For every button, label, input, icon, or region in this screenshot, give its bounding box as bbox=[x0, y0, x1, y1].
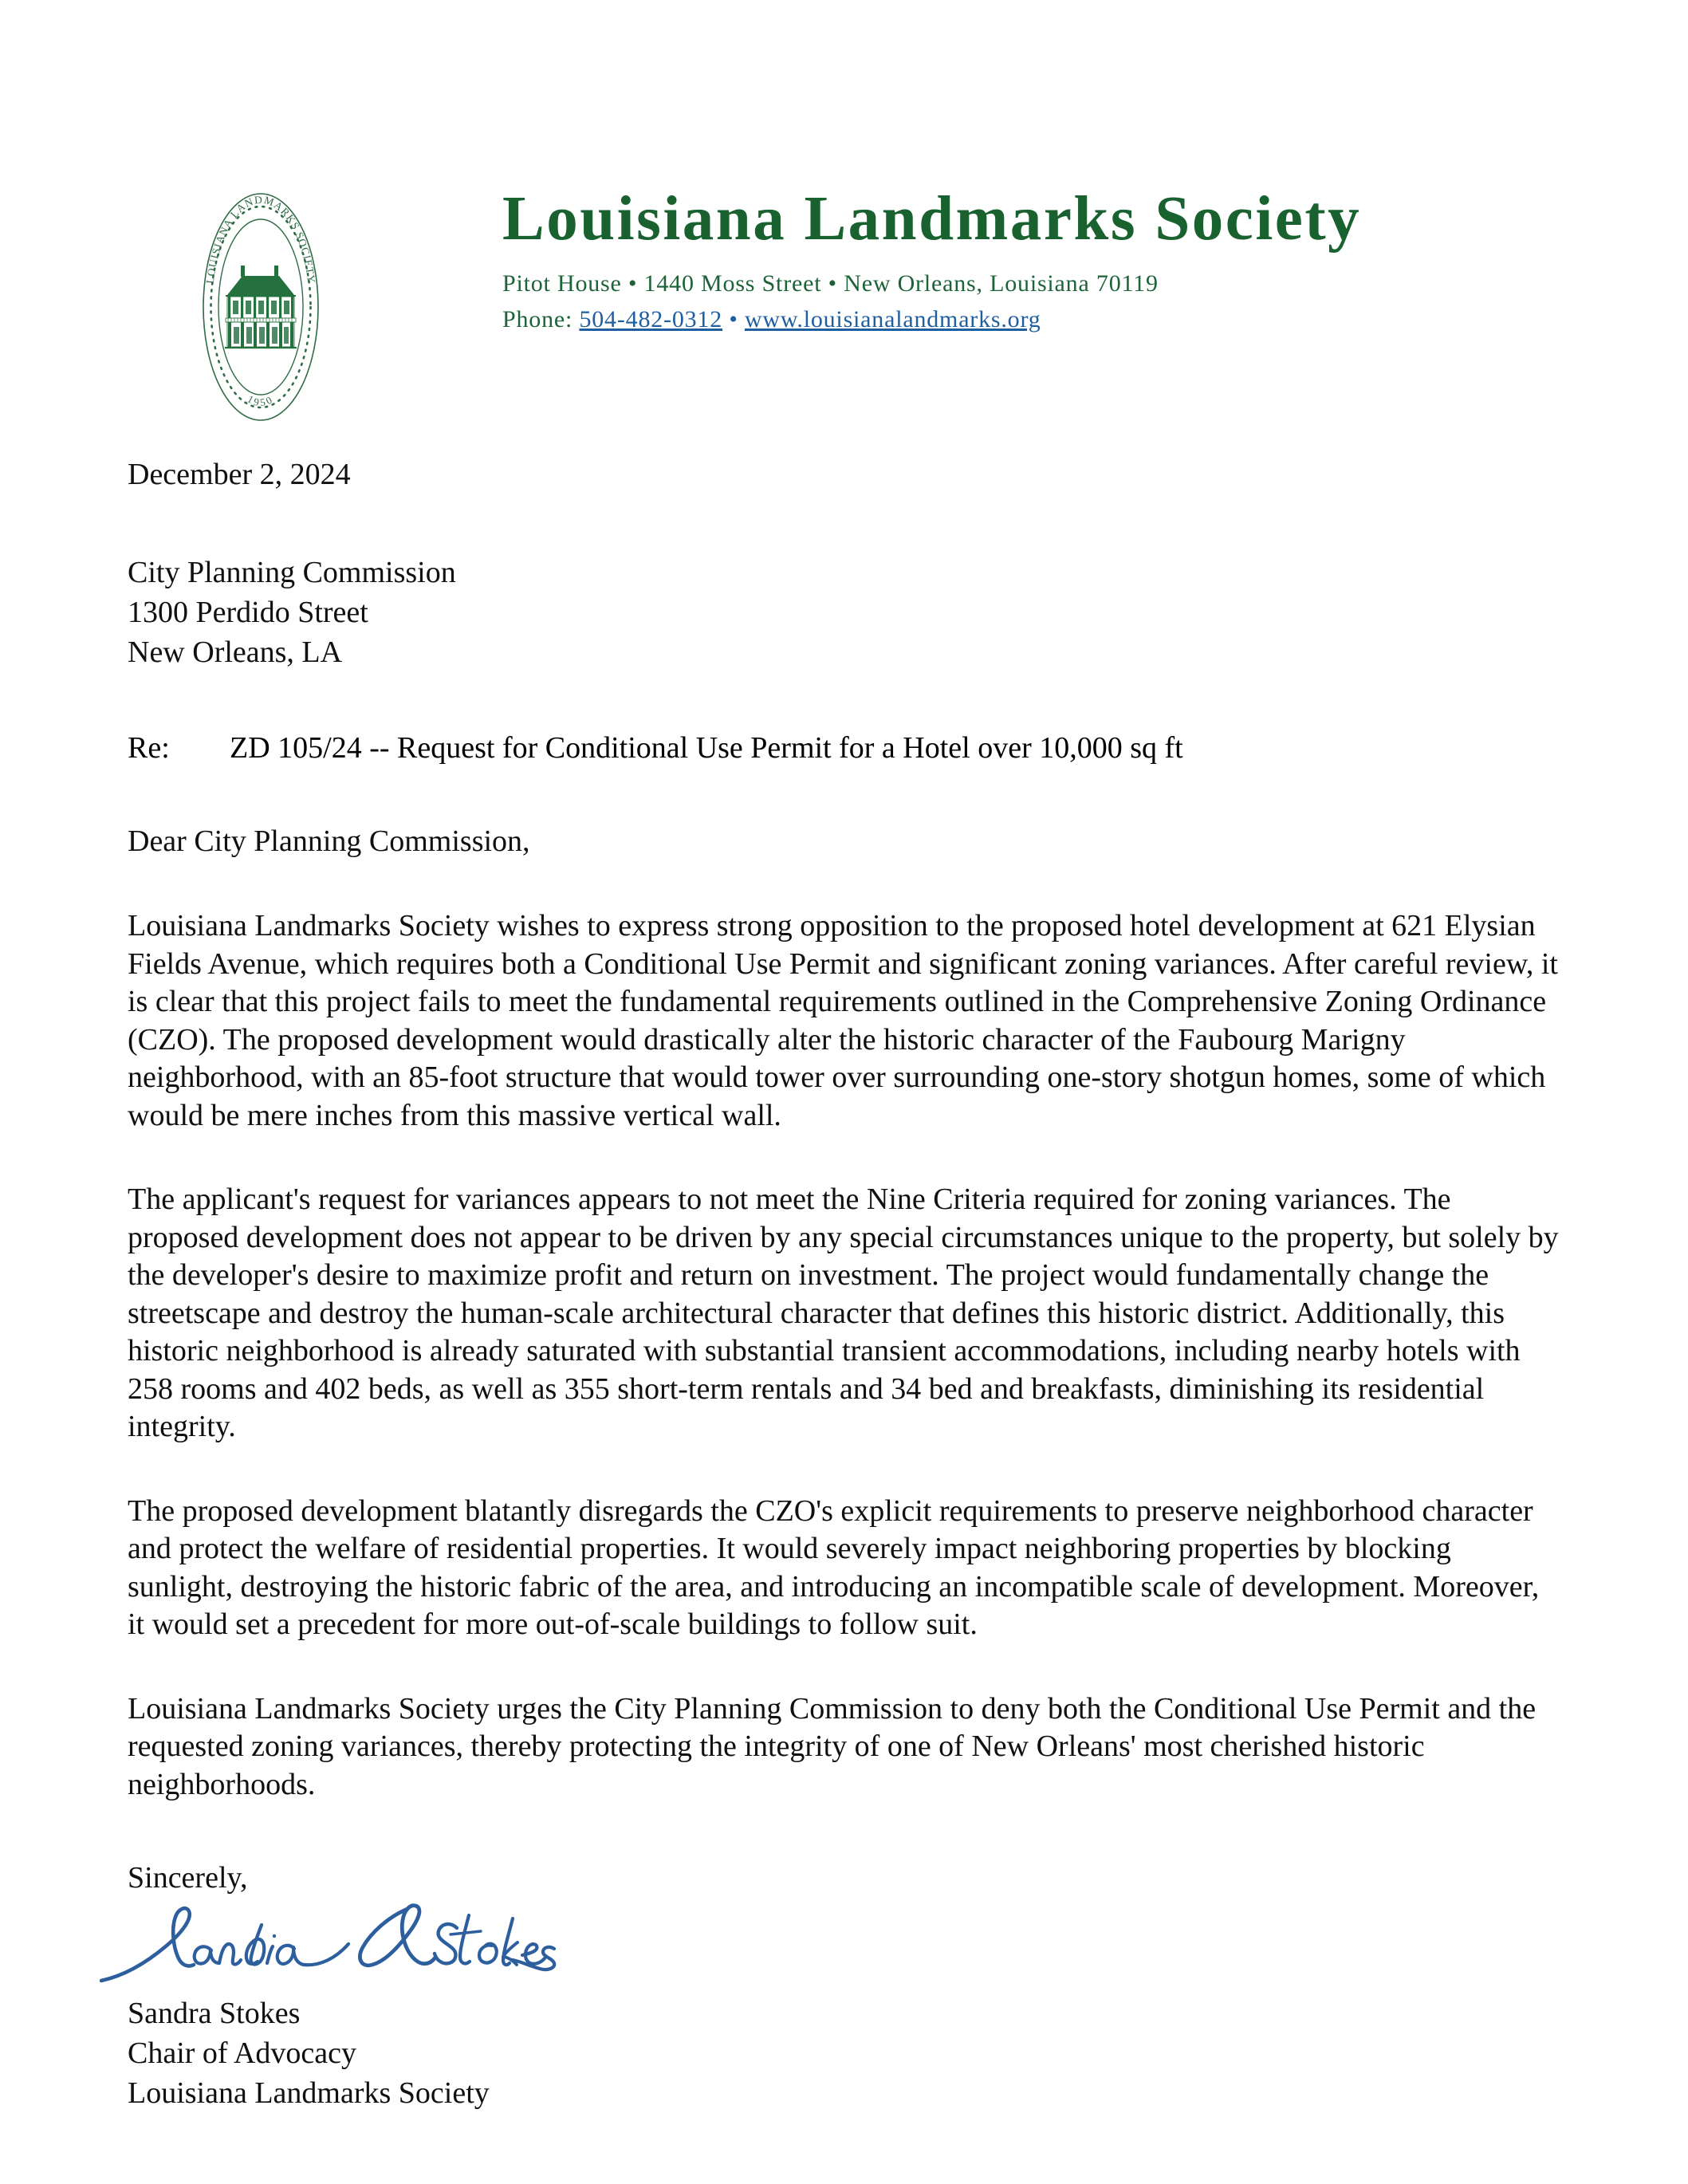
subject-line bbox=[128, 728, 1563, 768]
handwritten-signature bbox=[100, 1899, 594, 1993]
phone-link[interactable]: 504-482-0312 bbox=[579, 306, 723, 333]
closing-salutation: Sincerely, bbox=[128, 1861, 248, 1895]
signer-organization: Louisiana Landmarks Society bbox=[128, 2076, 490, 2110]
body-paragraph: The applicant's request for variances appears to not meet the Nine Criteria required for zoning variances. The proposed development does not appear to be driven by any special circumstances unique to the property, but solely by the developer's desire to maximize profit and return on investment. The project would fundamentally change the streetscape and destroy the human-scale architectural character that defines this historic district. Additionally, this historic neighborhood is already saturated with substantial transient accommodations, including nearby hotels with 258 rooms and 402 beds, as well as 355 short-term rentals and 34 bed and breakfasts, diminishing its residential integrity. bbox=[128, 1183, 1559, 1443]
phone-label: Phone: bbox=[502, 306, 573, 333]
letterhead-contact-line bbox=[502, 306, 1619, 333]
letterhead bbox=[0, 185, 1688, 440]
recipient-line: City Planning Commission bbox=[128, 556, 456, 589]
salutation: Dear City Planning Commission, bbox=[128, 824, 530, 858]
organization-seal-logo bbox=[201, 191, 321, 423]
body-paragraph: Louisiana Landmarks Society wishes to express strong opposition to the proposed hotel development at 621 Elysian Fields Avenue, which requires both a Conditional Use Permit and significant zoning variances. After careful review, it is clear that this project fails to meet the fundamental requirements outlined in the Comprehensive Zoning Ordinance (CZO). The proposed development would drastically alter the historic character of the Faubourg Marigny neighborhood, with an 85-foot structure that would tower over surrounding one-story shotgun homes, some of which would be mere inches from this massive vertical wall. bbox=[128, 909, 1558, 1132]
svg-text:1950: 1950 bbox=[245, 392, 277, 409]
signature-block bbox=[128, 1993, 1563, 2113]
organization-title: Louisiana Landmarks Society bbox=[502, 184, 1362, 254]
subject-text: ZD 105/24 -- Request for Conditional Use Permit for a Hotel over 10,000 sq ft bbox=[230, 731, 1183, 765]
body-paragraph: Louisiana Landmarks Society urges the City Planning Commission to deny both the Conditional Use Permit and the requested zoning variances, thereby protecting the integrity of one of New Orleans' most cherished historic neighborhoods. bbox=[128, 1691, 1537, 1801]
letter-date: December 2, 2024 bbox=[128, 458, 351, 491]
contact-separator: • bbox=[722, 306, 745, 333]
svg-text:LOUISIANA LANDMARKS SOCIETY: LOUISIANA LANDMARKS SOCIETY bbox=[203, 193, 318, 285]
recipient-line: New Orleans, LA bbox=[128, 636, 343, 669]
recipient-address-block bbox=[128, 553, 1563, 672]
masthead bbox=[502, 185, 1619, 333]
letter-body bbox=[128, 455, 1563, 2113]
signer-title: Chair of Advocacy bbox=[128, 2036, 357, 2070]
subject-label: Re: bbox=[128, 731, 170, 765]
website-link[interactable]: www.louisianalandmarks.org bbox=[744, 306, 1041, 333]
recipient-line: 1300 Perdido Street bbox=[128, 596, 368, 629]
pitot-house-emblem bbox=[225, 266, 297, 348]
signer-name: Sandra Stokes bbox=[128, 1997, 301, 2030]
body-paragraph: The proposed development blatantly disregards the CZO's explicit requirements to preserve neighborhood character and protect the welfare of residential properties. It would severely impact neighboring properties by blocking sunlight, destroying the historic fabric of the area, and introducing an incompatible scale of development. Moreover, it would set a precedent for more out-of-scale buildings to follow suit. bbox=[128, 1493, 1540, 1641]
letterhead-address-line: Pitot House • 1440 Moss Street • New Orleans, Louisiana 70119 bbox=[502, 270, 1159, 297]
